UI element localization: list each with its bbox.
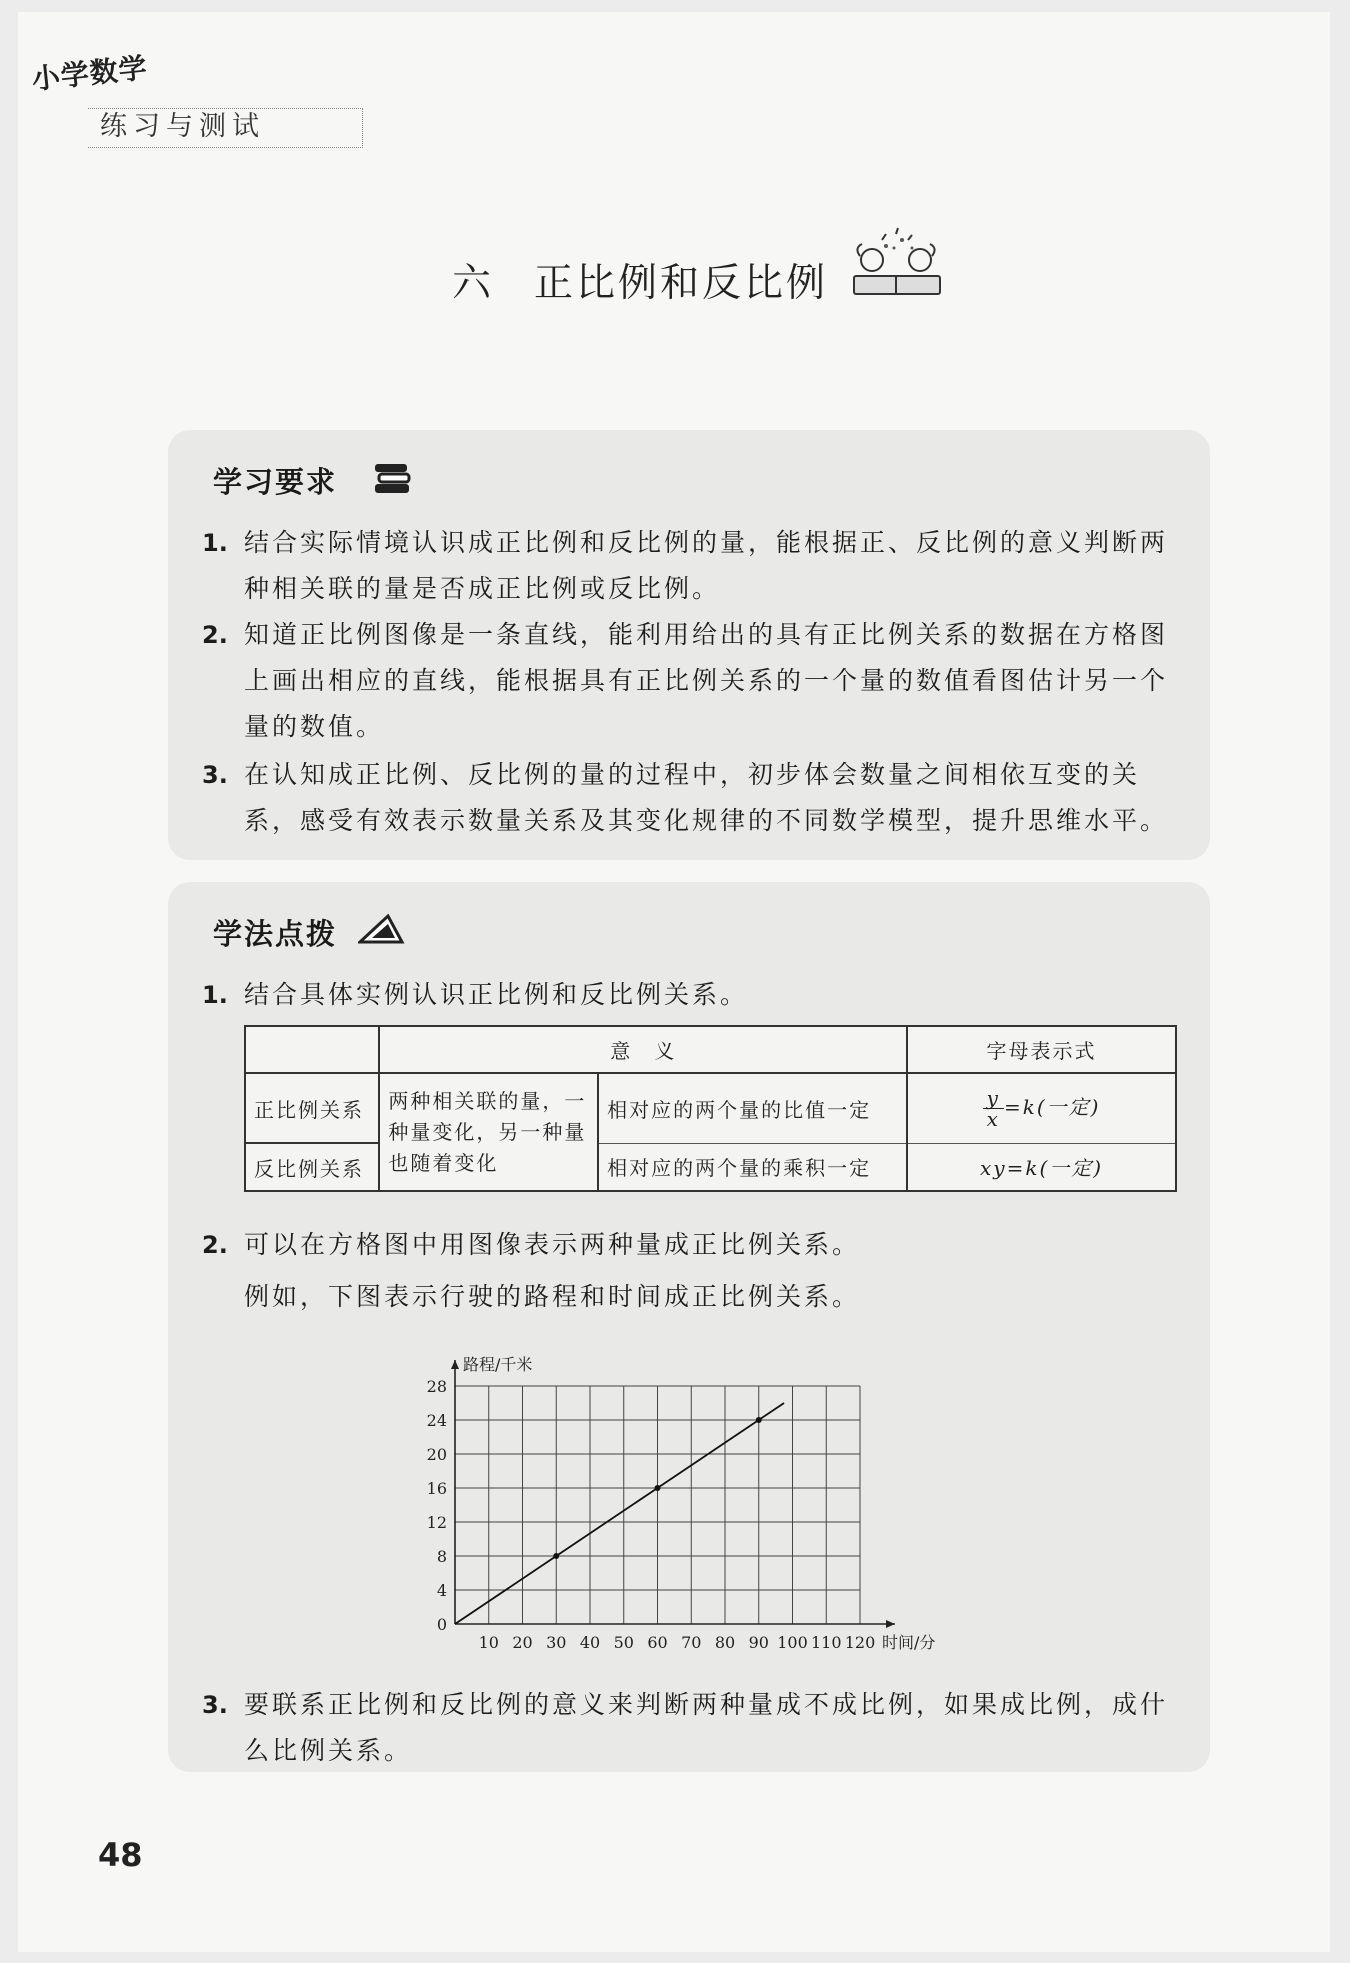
table-header-row xyxy=(245,1026,1176,1073)
x-tick-label: 10 xyxy=(478,1633,499,1652)
distance-time-chart xyxy=(410,1348,970,1668)
item-number: 1. xyxy=(202,529,228,557)
ratio-fraction xyxy=(983,1085,1004,1131)
reading-kids-icon xyxy=(842,226,952,306)
y-tick-label: 0 xyxy=(436,1615,447,1634)
y-tick-label: 28 xyxy=(426,1377,447,1396)
requirements-heading: 学习要求 xyxy=(213,465,338,499)
x-tick-label: 30 xyxy=(546,1633,567,1652)
common-meaning: 两种相关联的量，一种量变化，另一种量也随着变化 xyxy=(379,1073,598,1191)
item-text: 可以在方格图中用图像表示两种量成正比例关系。 xyxy=(244,1230,861,1259)
chapter-number: 六 xyxy=(452,261,495,306)
row-meaning: 相对应的两个量的比值一定 xyxy=(598,1073,907,1143)
row-name: 反比例关系 xyxy=(245,1143,379,1191)
data-point xyxy=(756,1417,762,1423)
chapter-name: 正比例和反比例 xyxy=(534,261,829,306)
y-tick-label: 16 xyxy=(426,1479,447,1498)
item-text: 结合实际情境认识成正比例和反比例的量，能根据正、反比例的意义判断两种相关联的量是否成正比例或反比例。 xyxy=(244,528,1169,603)
item-text: 知道正比例图像是一条直线，能利用给出的具有正比例关系的数据在方格图上画出相应的直线，能根据具有正比例关系的一个量的数值看图估计另一个量的数值。 xyxy=(244,620,1169,741)
x-tick-label: 70 xyxy=(681,1633,702,1652)
row-meaning: 相对应的两个量的乘积一定 xyxy=(598,1143,907,1191)
requirement-item xyxy=(202,520,1182,612)
row-formula: xy=k(一定) xyxy=(907,1143,1176,1191)
item-text: 结合具体实例认识正比例和反比例关系。 xyxy=(244,980,749,1009)
y-tick-label: 24 xyxy=(426,1411,447,1430)
item-text: 在认知成正比例、反比例的量的过程中，初步体会数量之间相依互变的关系，感受有效表示数量关系及其变化规律的不同数学模型，提升思维水平。 xyxy=(244,760,1169,835)
y-axis-label: 路程/千米 xyxy=(463,1355,533,1374)
x-tick-label: 60 xyxy=(647,1633,668,1652)
table-row xyxy=(245,1073,1176,1143)
x-tick-label: 90 xyxy=(748,1633,769,1652)
x-tick-label: 50 xyxy=(613,1633,634,1652)
x-axis-arrow xyxy=(886,1620,895,1628)
brand-subtitle: 练习与测试 xyxy=(88,108,363,148)
data-point xyxy=(553,1553,559,1559)
item-number: 1. xyxy=(202,981,228,1009)
method-item xyxy=(202,972,1182,1018)
book-stack-icon xyxy=(373,460,413,496)
formula-rest: =k(一定) xyxy=(1003,1094,1101,1119)
x-tick-label: 120 xyxy=(844,1633,876,1652)
y-tick-label: 8 xyxy=(436,1547,447,1566)
y-tick-label: 12 xyxy=(426,1513,447,1532)
item-example: 例如，下图表示行驶的路程和时间成正比例关系。 xyxy=(244,1282,861,1311)
item-text: 要联系正比例和反比例的意义来判断两种量成不成比例，如果成比例，成什么比例关系。 xyxy=(244,1690,1169,1765)
fraction-numerator: y xyxy=(983,1088,1004,1109)
item-number: 2. xyxy=(202,1231,228,1259)
y-axis-arrow xyxy=(451,1360,459,1369)
method-item xyxy=(202,1222,1182,1320)
item-number: 3. xyxy=(202,1691,228,1719)
fraction-denominator: x xyxy=(986,1106,1000,1131)
x-axis-label: 时间/分 xyxy=(882,1633,936,1652)
row-formula xyxy=(907,1073,1176,1143)
table-corner-cell xyxy=(245,1026,379,1073)
chapter-title xyxy=(452,252,828,308)
page-number: 48 xyxy=(98,1836,143,1874)
brand-title: 小学数学 xyxy=(30,51,150,97)
item-number: 3. xyxy=(202,761,228,789)
x-tick-label: 110 xyxy=(810,1633,842,1652)
requirement-item xyxy=(202,612,1182,750)
header-meaning: 意 义 xyxy=(379,1026,907,1073)
x-tick-label: 20 xyxy=(512,1633,533,1652)
series-line xyxy=(455,1403,784,1624)
x-tick-label: 100 xyxy=(777,1633,808,1652)
item-number: 2. xyxy=(202,621,228,649)
methods-heading: 学法点拨 xyxy=(213,917,338,951)
x-tick-label: 40 xyxy=(579,1633,601,1652)
set-square-icon xyxy=(358,912,406,948)
row-name: 正比例关系 xyxy=(245,1073,379,1143)
y-tick-label: 4 xyxy=(436,1581,447,1600)
data-point xyxy=(655,1485,661,1491)
brand-header xyxy=(30,51,265,142)
y-tick-label: 20 xyxy=(426,1445,447,1464)
ratio-comparison-table xyxy=(244,1025,1177,1192)
learning-requirements-box xyxy=(168,430,1210,860)
header-formula: 字母表示式 xyxy=(907,1026,1176,1073)
requirement-item xyxy=(202,752,1182,844)
method-item xyxy=(202,1682,1182,1774)
x-tick-label: 80 xyxy=(714,1633,736,1652)
